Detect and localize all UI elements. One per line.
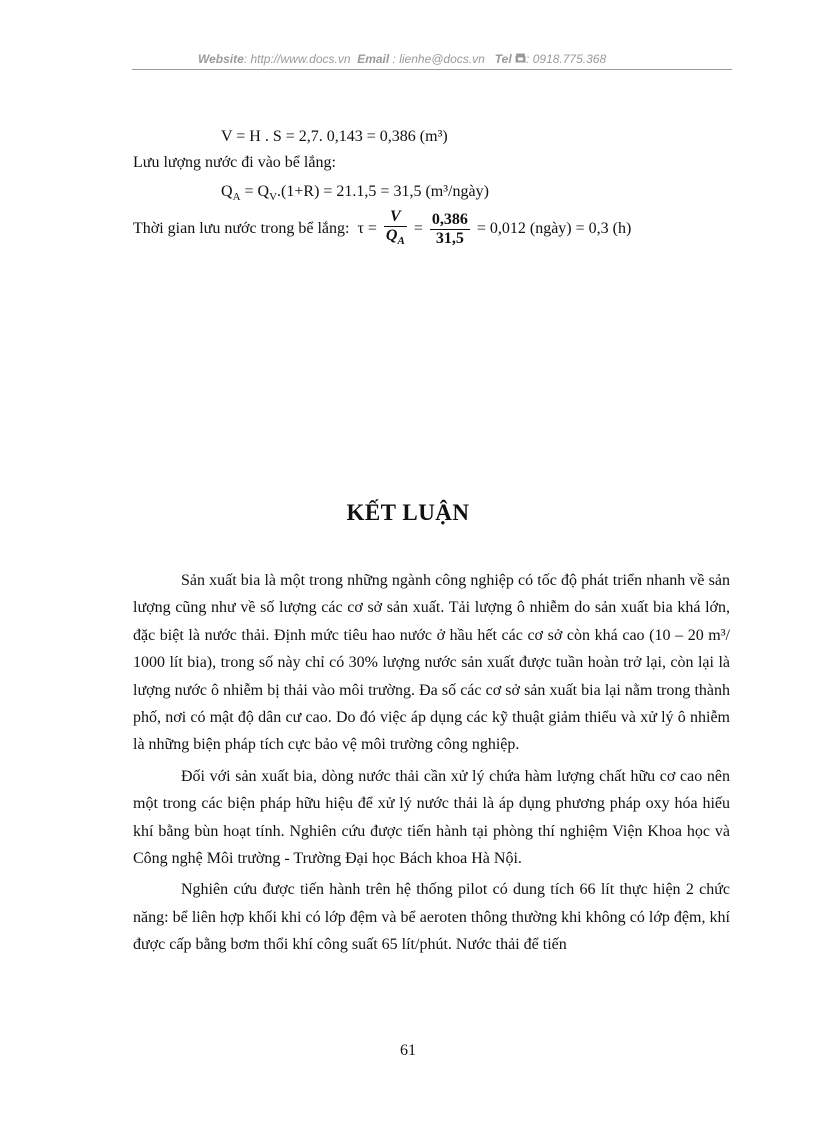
- time-result: = 0,012 (ngày) = 0,3 (h): [476, 219, 632, 237]
- page-number: 61: [400, 1042, 416, 1059]
- tel-label: Tel: [494, 52, 512, 66]
- email-value: : lienhe@docs.vn: [392, 52, 485, 66]
- volume-formula: V = H . S = 2,7. 0,143 = 0,386 (m³): [221, 128, 448, 145]
- flow-formula: $Q_A = Q_V.(1+R) = 21.1,5 = 31,5$ (m³/ngày): [221, 183, 489, 204]
- section-title: KẾT LUẬN: [346, 500, 470, 525]
- tau-symbol: τ =: [357, 219, 377, 237]
- website-label: Website: [198, 52, 244, 66]
- website-value: : http://www.docs.vn: [243, 52, 351, 66]
- header-divider: [132, 69, 732, 70]
- paragraph: Nghiên cứu được tiến hành trên hệ thống pilot có dung tích 66 lít thực hiện 2 chức năng: bể liên hợp khối khi có lớp đệm và bể aeroten thông thường khi không có lớp đệm, khí được cấp bằng bơm thổi khí công suất 65 lít/phút. Nước thải để tiến: [133, 881, 730, 954]
- fraction-v-over-qa: $\frac{V}{Q_A}$: [385, 208, 405, 248]
- phone-icon: [515, 52, 526, 66]
- retention-time-formula: Thời gian lưu nước trong bể lắng: τ = $\frac{V}{Q_A}$ = $\frac{0,386}{31,5}$ = 0,012 (ngày) = 0,3 (h): [133, 208, 631, 250]
- flow-label: Lưu lượng nước đi vào bể lắng:: [133, 154, 336, 171]
- conclusion-body: [133, 567, 730, 963]
- fraction-values: $\frac{0,386}{31,5}$: [431, 210, 468, 247]
- time-label: Thời gian lưu nước trong bể lắng:: [133, 219, 350, 237]
- email-label: Email: [357, 52, 390, 66]
- paragraph: Đối với sản xuất bia, dòng nước thải cần xử lý chứa hàm lượng chất hữu cơ cao nên một trong các biện pháp hữu hiệu để xử lý nước thải là áp dụng phương pháp oxy hóa hiếu khí bằng bùn hoạt tính. Nghiên cứu được tiến hành tại phòng thí nghiệm Viện Khoa học và Công nghệ Môi trường - Trường Đại học Bách khoa Hà Nội.: [133, 767, 730, 868]
- paragraph: Sản xuất bia là một trong những ngành công nghiệp có tốc độ phát triển nhanh về sản lượng cũng như về số lượng các cơ sở sản xuất. Tải lượng ô nhiễm do sản xuất bia khá lớn, đặc biệt là nước thải. Định mức tiêu hao nước ở hầu hết các cơ sở còn khá cao (10 – 20 m³/ 1000 lít bia), trong số này chỉ có 30% lượng nước sản xuất được tuần hoàn trở lại, còn lại là lượng nước ô nhiễm bị thải vào môi trường. Đa số các cơ sở sản xuất bia lại nằm trong thành phố, nơi có mật độ dân cư cao. Do đó việc áp dụng các kỹ thuật giảm thiểu và xử lý ô nhiễm là những biện pháp tích cực bảo vệ môi trường công nghiệp.: [133, 572, 730, 754]
- tel-value: : 0918.775.368: [526, 52, 607, 66]
- page-header: [198, 52, 738, 66]
